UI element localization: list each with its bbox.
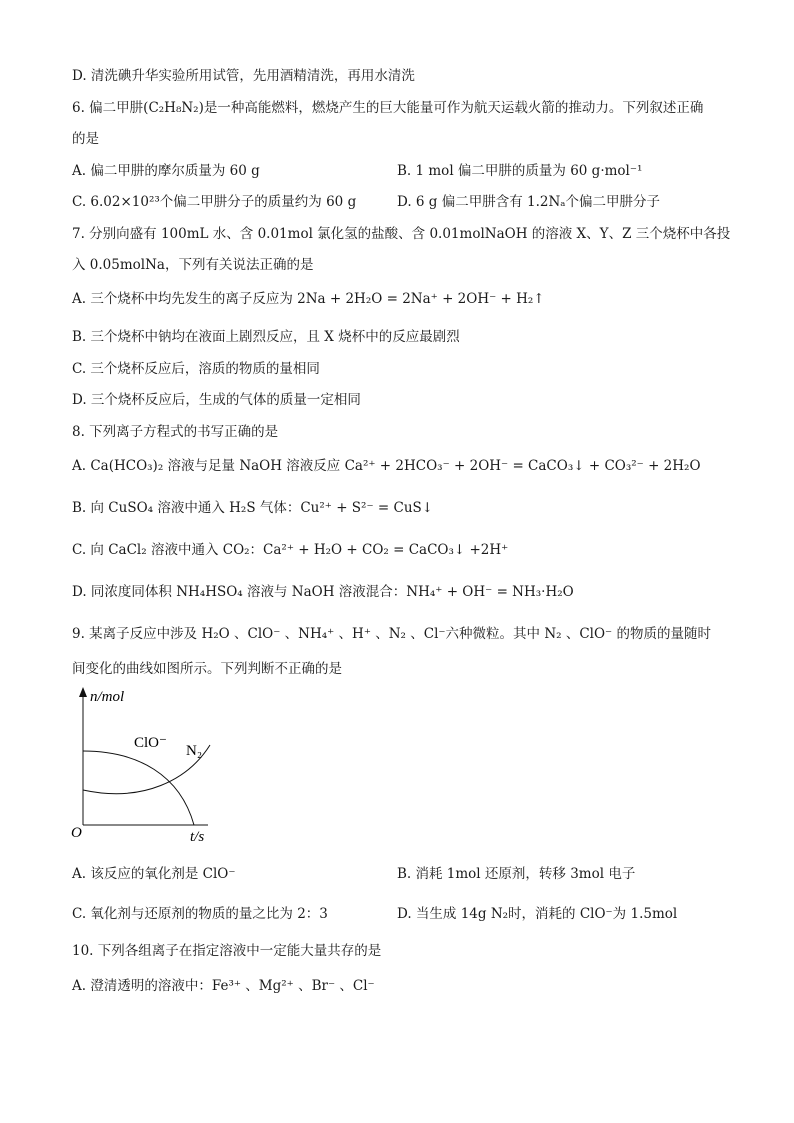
q7-option-b: B. 三个烧杯中钠均在液面上剧烈反应，且 X 烧杯中的反应最剧烈 (72, 329, 460, 345)
n2-curve-label: N₂ (186, 743, 203, 759)
q9-stem-line1: 9. 某离子反应中涉及 H₂O 、ClO⁻ 、NH₄⁺ 、H⁺ 、N₂ 、Cl⁻六种微粒。其中 N₂ 、ClO⁻ 的物质的量随时 (72, 626, 711, 642)
q5-option-d: D. 清洗碘升华实验所用试管，先用酒精清洗，再用水清洗 (72, 68, 415, 84)
q6-stem-line1: 6. 偏二甲肼(C₂H₈N₂)是一种高能燃料，燃烧产生的巨大能量可作为航天运载火箭的推动力。下列叙述正确 (72, 100, 704, 116)
q7-option-c: C. 三个烧杯反应后，溶质的物质的量相同 (72, 361, 320, 377)
q8-option-c: C. 向 CaCl₂ 溶液中通入 CO₂：Ca²⁺ + H₂O + CO₂ = CaCO₃↓ +2H⁺ (72, 542, 509, 558)
q9-option-b: B. 消耗 1mol 还原剂，转移 3mol 电子 (397, 866, 636, 882)
q8-option-a: A. Ca(HCO₃)₂ 溶液与足量 NaOH 溶液反应 Ca²⁺ + 2HCO₃⁻ + 2OH⁻ = CaCO₃↓ + CO₃²⁻ + 2H₂O (72, 458, 701, 474)
q7-stem-line1: 7. 分别向盛有 100mL 水、含 0.01mol 氯化氢的盐酸、含 0.01molNaOH 的溶液 X、Y、Z 三个烧杯中各投 (72, 226, 731, 242)
q8-option-d: D. 同浓度同体积 NH₄HSO₄ 溶液与 NaOH 溶液混合：NH₄⁺ + OH⁻ = NH₃·H₂O (72, 584, 574, 600)
q6-option-d: D. 6 g 偏二甲肼含有 1.2Nₐ个偏二甲肼分子 (397, 194, 661, 210)
q7-option-d: D. 三个烧杯反应后，生成的气体的质量一定相同 (72, 392, 361, 408)
clo-curve-label: ClO⁻ (134, 735, 167, 751)
q6-stem-line2: 的是 (72, 131, 99, 147)
q9-stem-line2: 间变化的曲线如图所示。下列判断不正确的是 (72, 661, 342, 677)
q10-option-a: A. 澄清透明的溶液中：Fe³⁺ 、Mg²⁺ 、Br⁻ 、Cl⁻ (72, 978, 375, 994)
y-axis-label: n/mol (90, 689, 125, 705)
q9-option-c: C. 氧化剂与还原剂的物质的量之比为 2：3 (72, 906, 328, 922)
y-axis-arrow-icon (79, 687, 87, 697)
q9-option-d: D. 当生成 14g N₂时，消耗的 ClO⁻为 1.5mol (397, 906, 678, 922)
q7-option-a: A. 三个烧杯中均先发生的离子反应为 2Na + 2H₂O = 2Na⁺ + 2OH⁻ + H₂↑ (72, 291, 545, 307)
clo-curve (83, 751, 194, 825)
q8-stem: 8. 下列离子方程式的书写正确的是 (72, 424, 279, 440)
q7-stem-line2: 入 0.05molNa，下列有关说法正确的是 (72, 257, 314, 273)
q8-option-b: B. 向 CuSO₄ 溶液中通入 H₂S 气体：Cu²⁺ + S²⁻ = CuS↓ (72, 500, 434, 516)
q6-option-b: B. 1 mol 偏二甲肼的质量为 60 g·mol⁻¹ (397, 163, 643, 179)
q6-option-a: A. 偏二甲肼的摩尔质量为 60 g (72, 163, 260, 179)
q6-option-c: C. 6.02×10²³个偏二甲肼分子的质量约为 60 g (72, 194, 357, 210)
x-axis-label: t/s (190, 829, 205, 845)
q9-graph (68, 685, 218, 845)
q9-option-a: A. 该反应的氧化剂是 ClO⁻ (72, 866, 236, 882)
origin-label: O (71, 825, 82, 841)
q10-stem: 10. 下列各组离子在指定溶液中一定能大量共存的是 (72, 943, 382, 959)
